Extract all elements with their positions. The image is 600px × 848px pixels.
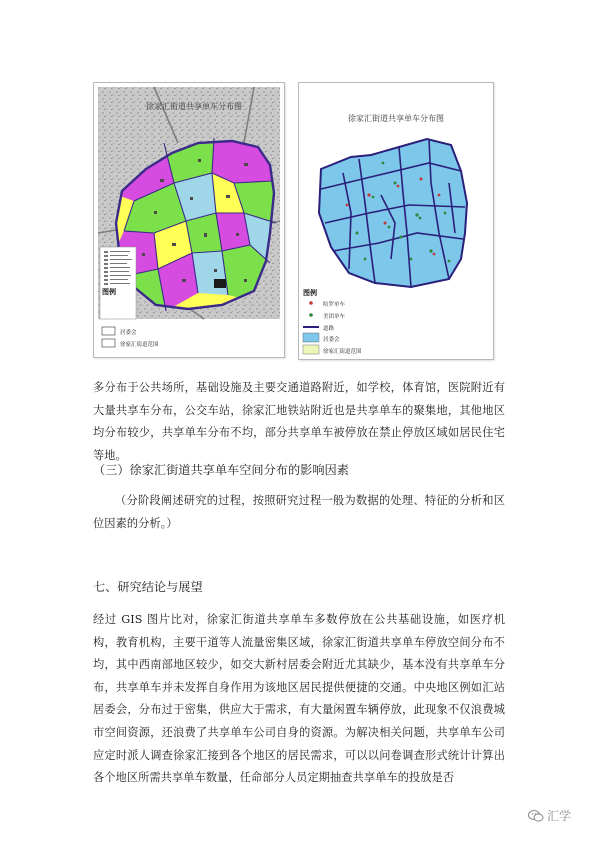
right-map-title: 徐家汇街道共享单车分布图 [348,114,444,123]
left-map-legend-title: 图例 [102,287,116,296]
wechat-icon [528,809,544,823]
watermark [528,807,571,824]
legend-symbol-committee [303,333,319,342]
legend-symbol-street-range [303,345,319,354]
section-heading-conclusion: 七、研究结论与展望 [93,580,203,594]
paragraph-distribution: 多分布于公共场所，基础设施及主要交通道路附近，如学校，体育馆，医院附近有大量共享车分布，公交车站，徐家汇地铁站附近也是共享单车的聚集地，其他地区均分布较少，共享单车分布不均，部分共享单车被停放在禁止停放区域如居民住宅等地。 [93,381,505,462]
watermark-text: 汇学 [547,809,572,823]
left-map-title: 徐家汇街道共享单车分布图 [146,102,242,111]
paragraph-process-note: （分阶段阐述研究的过程，按照研究过程一般为数据的处理、特征的分析和区位因素的分析。） [93,494,505,530]
legend-symbol-meituan-bike [309,313,313,317]
right-map-legend-title: 图例 [303,288,317,297]
legend-symbol-hello-bike [309,301,313,305]
right-map-legend-label-street-range: 徐家汇街道范围 [323,349,362,355]
right-map-figure [298,82,494,360]
legend-swatch-street-range [102,339,115,347]
section-heading-factors: （三）徐家汇街道共享单车空间分布的影响因素 [93,463,349,477]
left-map-legend-label-committee: 居委会 [120,330,137,336]
left-map-legend-label-street-range: 徐家汇街道范围 [120,342,159,348]
left-map-dark-block [214,279,226,288]
right-map-legend-label-meituan-bike: 美团单车 [323,314,346,320]
left-map-figure [93,82,285,358]
right-map-legend-label-hello-bike: 哈罗单车 [323,302,346,308]
right-map-legend-label-committee: 居委会 [323,337,340,343]
left-map-svg [94,83,284,357]
paragraph-conclusion: 经过 GIS 图片比对，徐家汇街道共享单车多数停放在公共基础设施，如医疗机构，教育机构，主要干道等人流量密集区域，徐家汇街道共享单车停放空间分布不均，其中西南部地区较少，如交大新村居委会附近尤其缺少，基本没有共享单车分布，共享单车并未发挥自身作用为该地区居民提供便捷的交通。中央地区例如汇站居委会，分布过于密集，供应大于需求，有大量闲置车辆停放，此现象不仅浪费城市空间资源，还浪费了共享单车公司自身的资源。为解决相关问题，共享单车公司应定时派人调查徐家汇接到各个地区的居民需求，可以以问卷调查形式统计计算出各个地区所需共享单车数量，任命部分人员定期抽查共享单车的投放是否 [93,613,505,785]
right-map-legend-label-road: 道路 [323,326,335,332]
legend-swatch-committee [102,327,115,335]
